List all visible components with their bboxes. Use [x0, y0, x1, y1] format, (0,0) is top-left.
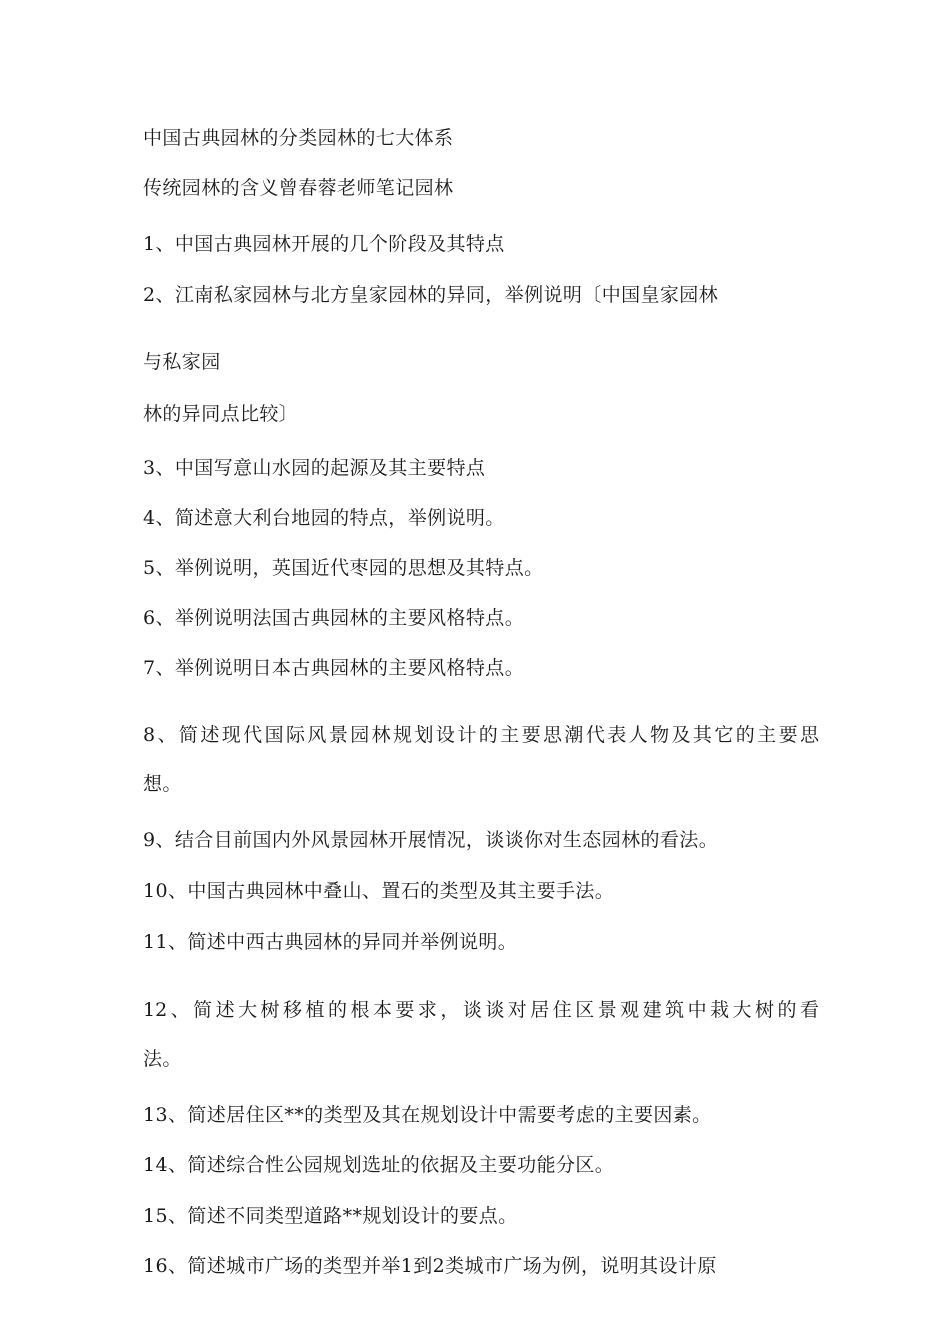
question-2-continued: 林的异同点比较〕 [143, 403, 299, 425]
question-13: 13、简述居住区**的类型及其在规划设计中需要考虑的主要因素。 [143, 1104, 712, 1126]
question-8: 8、简述现代国际风景园林规划设计的主要思潮代表人物及其它的主要思 [143, 724, 819, 746]
question-4: 4、简述意大利台地园的特点，举例说明。 [143, 507, 505, 529]
question-2-continued: 与私家园 [143, 351, 221, 373]
question-5: 5、举例说明，英国近代枣园的思想及其特点。 [143, 557, 544, 579]
question-2: 2、江南私家园林与北方皇家园林的异同，举例说明〔中国皇家园林 [143, 284, 719, 306]
question-9: 9、结合目前国内外风景园林开展情况，谈谈你对生态园林的看法。 [143, 829, 719, 851]
question-12: 12、简述大树移植的根本要求，谈谈对居住区景观建筑中栽大树的看 [143, 999, 819, 1021]
question-8-continued: 想。 [143, 773, 182, 795]
question-7: 7、举例说明日本古典园林的主要风格特点。 [143, 657, 525, 679]
question-10: 10、中国古典园林中叠山、置石的类型及其主要手法。 [143, 880, 615, 902]
question-16: 16、简述城市广场的类型并举1到2类城市广场为例，说明其设计原 [143, 1255, 717, 1277]
question-15: 15、简述不同类型道路**规划设计的要点。 [143, 1205, 518, 1227]
title-line: 中国古典园林的分类园林的七大体系 [143, 127, 454, 149]
question-11: 11、简述中西古典园林的异同并举例说明。 [143, 931, 518, 953]
question-3: 3、中国写意山水园的起源及其主要特点 [143, 457, 486, 479]
question-14: 14、简述综合性公园规划选址的依据及主要功能分区。 [143, 1154, 615, 1176]
subtitle-line: 传统园林的含义曾春蓉老师笔记园林 [143, 177, 454, 199]
question-6: 6、举例说明法国古典园林的主要风格特点。 [143, 607, 525, 629]
question-12-continued: 法。 [143, 1048, 182, 1070]
question-1: 1、中国古典园林开展的几个阶段及其特点 [143, 233, 505, 255]
